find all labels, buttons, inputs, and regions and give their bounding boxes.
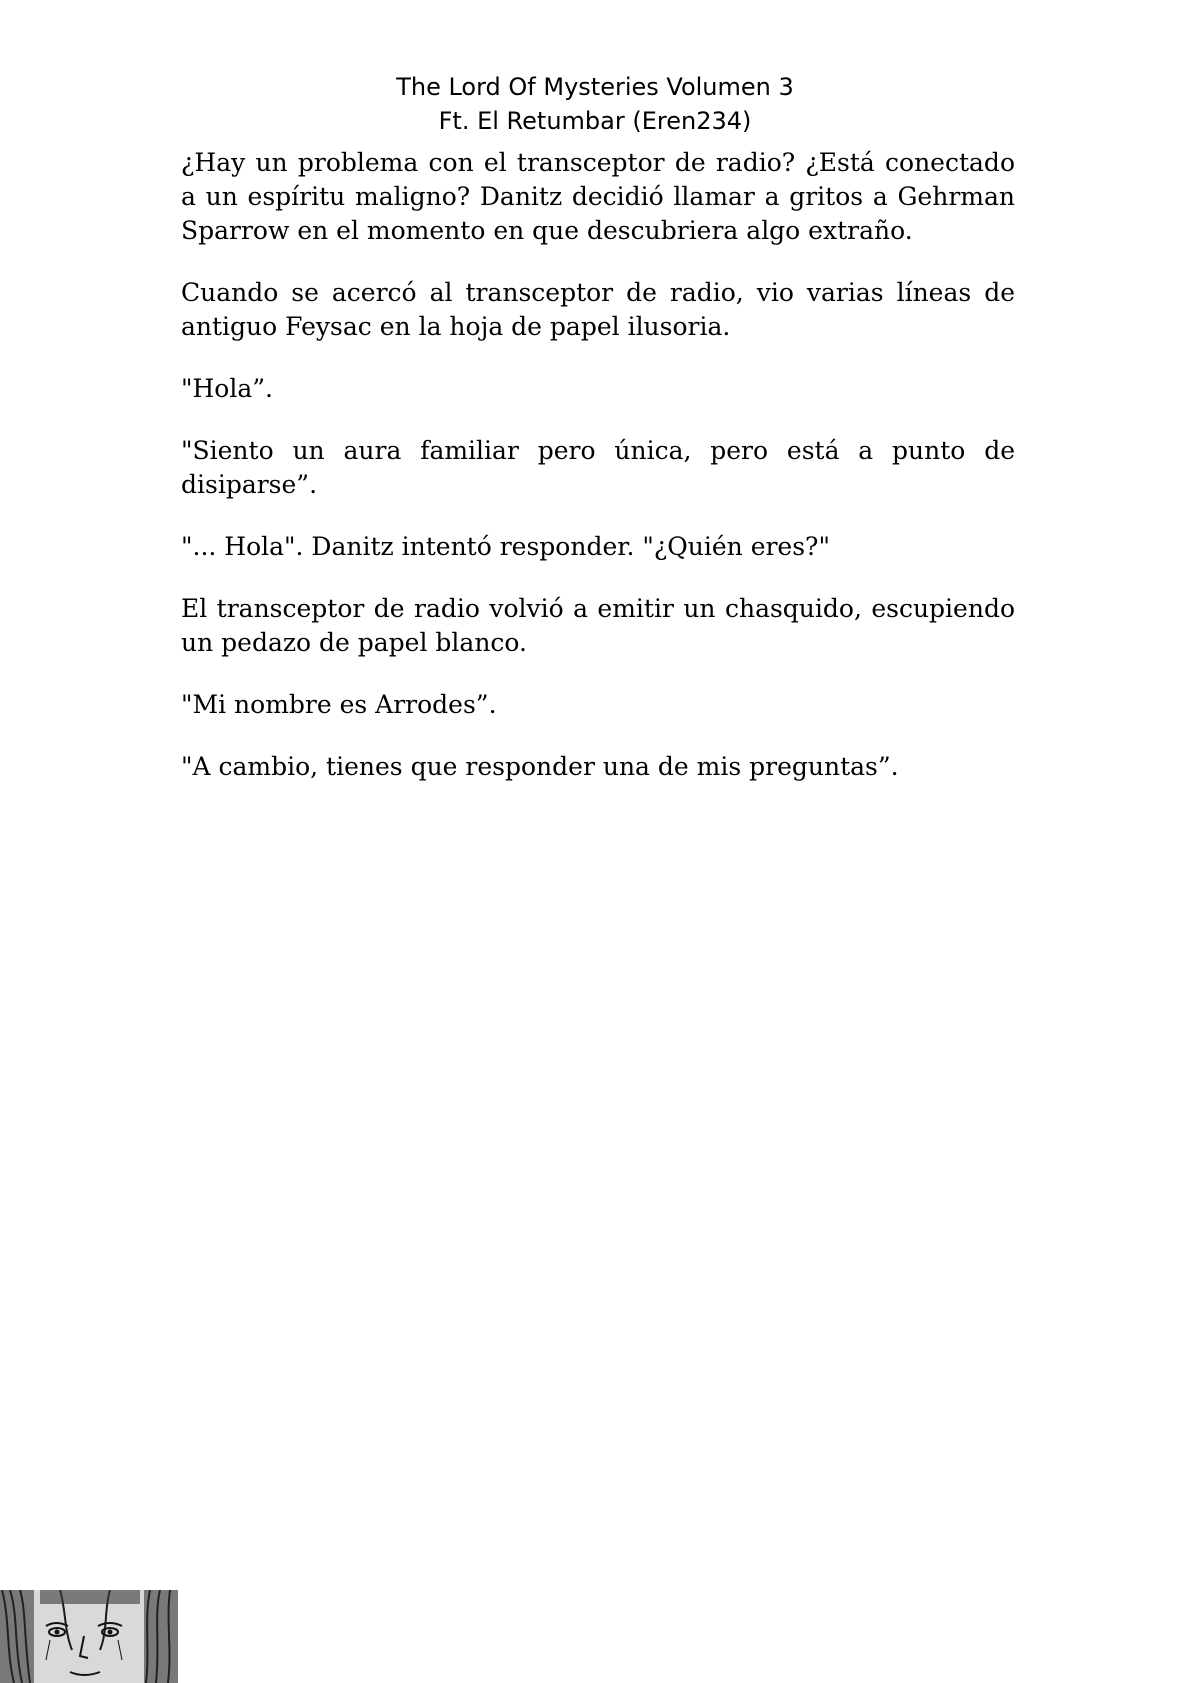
paragraph: Cuando se acercó al transceptor de radio, vio varias líneas de antiguo Feysac en la hoja de papel ilusoria. — [181, 278, 1015, 341]
paragraph: "Siento un aura familiar pero única, pero está a punto de disiparse”. — [181, 436, 1015, 499]
corner-illustration — [0, 1590, 178, 1683]
header-subtitle: Ft. El Retumbar (Eren234) — [438, 107, 752, 135]
paragraph: "Hola”. — [181, 374, 273, 403]
paragraph: "... Hola". Danitz intentó responder. "¿Quién eres?" — [181, 532, 830, 561]
paragraph: "A cambio, tienes que responder una de mis preguntas”. — [181, 752, 899, 781]
document-body — [181, 146, 1015, 812]
paragraph: ¿Hay un problema con el transceptor de radio? ¿Está conectado a un espíritu maligno? Danitz decidió llamar a gritos a Gehrman Sparrow en el momento en que descubriera algo extraño. — [181, 148, 1015, 245]
page-header — [0, 70, 1190, 138]
header-title: The Lord Of Mysteries Volumen 3 — [396, 73, 794, 101]
paragraph: El transceptor de radio volvió a emitir un chasquido, escupiendo un pedazo de papel blanco. — [181, 594, 1015, 657]
paragraph: "Mi nombre es Arrodes”. — [181, 690, 497, 719]
